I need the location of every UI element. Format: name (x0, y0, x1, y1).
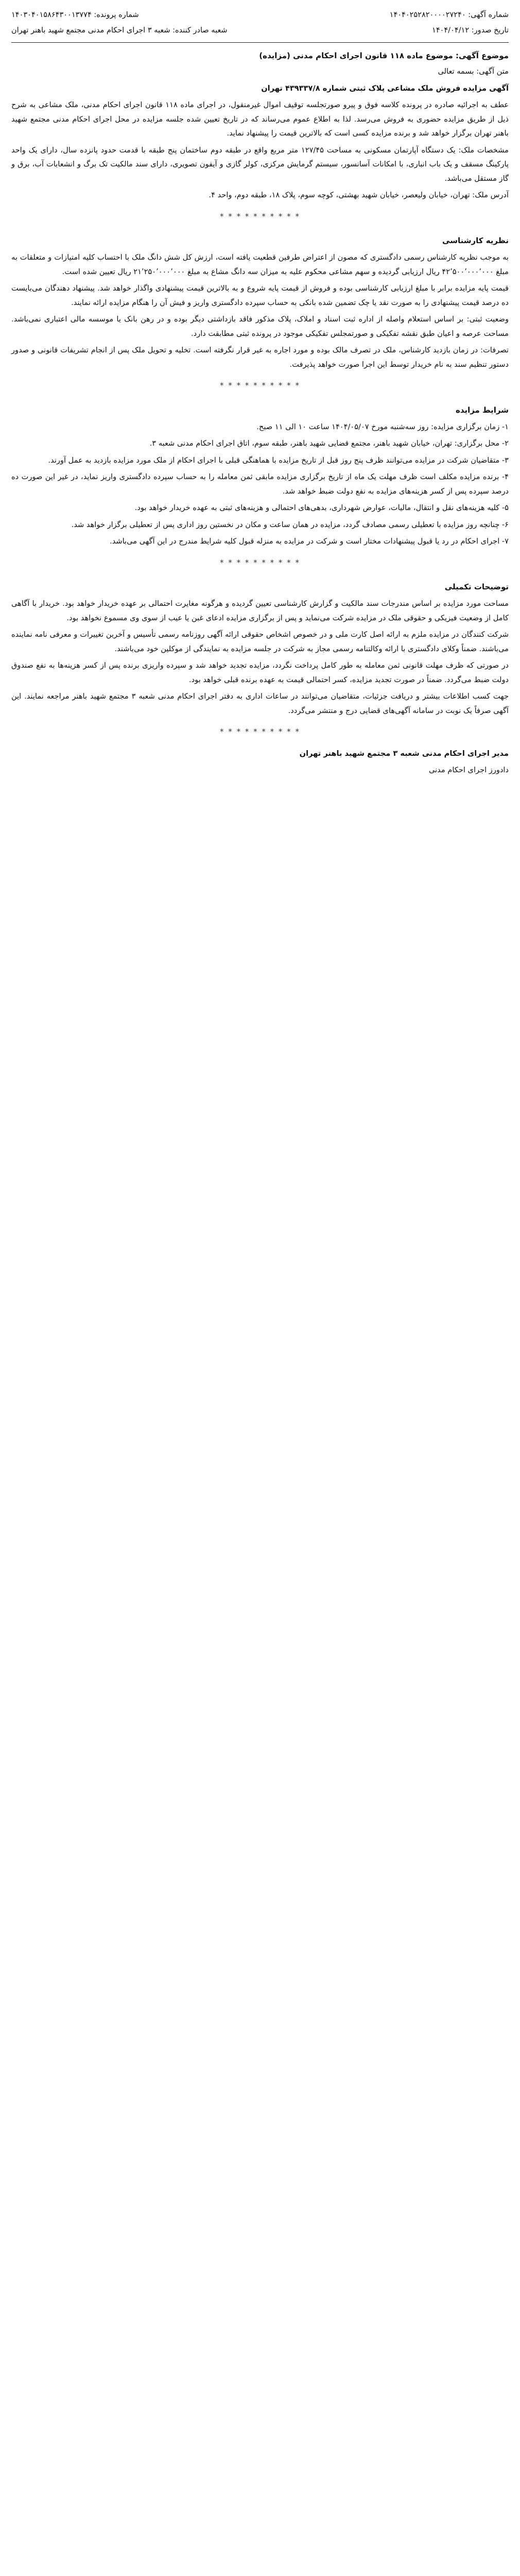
closing-role: دادورز اجرای احکام مدنی (428, 766, 509, 774)
section-expert (11, 233, 509, 371)
section-details (11, 579, 509, 718)
paragraph: شرکت کنندگان در مزایده ملزم به ارائه اصل کارت ملی و در خصوص اشخاص حقوقی ارائه آگهی روزنامه رسمی تأسیس و آخرین تغییرات و معرفی نامه نماینده می‌باشند. ضمناً وکلای دادگستری با ارائه وکالتنامه رسمی مجاز به شرکت در جلسه مزایده به نمایندگی از موکلین خود می‌باشند. (11, 630, 509, 653)
intro-title: آگهی مزایده فروش ملک مشاعی پلاک ثبتی شماره ۴۳۹۳۳۷/۸ تهران (261, 83, 509, 93)
paragraph: ۶- چنانچه روز مزایده با تعطیلی رسمی مصادف گردد، مزایده در همان ساعت و مکان در نخستین روز اداری پس از تعطیلی برگزار خواهد شد. (71, 520, 509, 529)
paragraph: وضعیت ثبتی: بر اساس استعلام واصله از اداره ثبت اسناد و املاک، پلاک مذکور فاقد بازداشتی دیگر بوده و در رهن بانک یا موسسه مالی اعتباری نمی‌باشد. مساحت عرصه و اعیان طبق نقشه تفکیکی و صورتمجلس تفکیکی موجود در پرونده ثبتی مطابقت دارد. (11, 315, 509, 338)
section-title: شرایط مزایده (455, 405, 509, 415)
section-separator: * * * * * * * * * * (220, 557, 300, 567)
paragraph: ۴- برنده مزایده مکلف است ظرف مهلت یک ماه از تاریخ برگزاری مزایده مابقی ثمن معامله را به حساب سپرده دادگستری واریز نماید، در غیر این صورت ده درصد سپرده پس از کسر هزینه‌های مزایده به نفع دولت ضبط خواهد شد. (11, 472, 509, 496)
section-separator: * * * * * * * * * * (220, 727, 300, 736)
paragraph: در صورتی که ظرف مهلت قانونی ثمن معامله به طور کامل پرداخت نگردد، مزایده تجدید خواهد شد و سپرده واریزی برنده پس از کسر هزینه‌ها به نفع صندوق دولت ضبط می‌گردد. ضمناً در صورت تجدید مزایده، کسر احتمالی قیمت به عهده برنده قبلی خواهد بود. (11, 661, 509, 684)
closing-signatory: مدیر اجرای احکام مدنی شعبه ۳ مجتمع شهید باهنر تهران (299, 749, 509, 758)
notice-subject: موضوع آگهی: موضوع ماده ۱۱۸ قانون اجرای احکام مدنی (مزایده) (259, 51, 509, 60)
paragraph: ۳- متقاضیان شرکت در مزایده می‌توانند ظرف پنج روز قبل از تاریخ مزایده با هماهنگی قبلی با اجرای احکام از ملک مورد مزایده بازدید به عمل آورند. (48, 455, 509, 465)
notice-header (11, 7, 509, 38)
paragraph: آدرس ملک: تهران، خیابان ولیعصر، خیابان شهید بهشتی، کوچه سوم، پلاک ۱۸، طبقه دوم، واحد ۴. (209, 191, 509, 199)
header-right (390, 7, 509, 38)
paragraph: ۵- کلیه هزینه‌های نقل و انتقال، مالیات، عوارض شهرداری، بدهی‌های احتمالی و هزینه‌های ثبتی به عهده خریدار خواهد بود. (134, 503, 509, 512)
paragraph: به موجب نظریه کارشناس رسمی دادگستری که مصون از اعتراض طرفین قطعیت یافته است، ارزش کل شش دانگ ملک با احتساب کلیه امتیازات و متعلقات به مبلغ ۴۲٬۵۰۰٬۰۰۰٬۰۰۰ ریال ارزیابی گردیده و سهم مشاعی محکوم علیه به میزان سه دانگ مشاع به مبلغ ۲۱٬۲۵۰٬۰۰۰٬۰۰۰ ریال تعیین شده است. (11, 253, 509, 276)
header-left (11, 7, 228, 38)
closing-block (11, 747, 509, 777)
paragraph: مشخصات ملک: یک دستگاه آپارتمان مسکونی به مساحت ۱۲۷/۴۵ متر مربع واقع در طبقه دوم ساختمان پنج طبقه با قدمت حدود پانزده سال، دارای یک واحد پارکینگ مسقف و یک باب انباری، با امکانات آسانسور، سیستم گرمایش مرکزی، کولر گازی و آیفون تصویری، دارای سند مالکیت تک برگ و انشعابات آب، برق و گاز مستقل می‌باشد. (11, 145, 509, 183)
paragraph: مساحت مورد مزایده بر اساس مندرجات سند مالکیت و گزارش کارشناسی تعیین گردیده و هرگونه مغایرت احتمالی بر عهده خریدار خواهد بود. خریدار با آگاهی کامل از وضعیت فیزیکی و حقوقی ملک در مزایده شرکت می‌نماید و پس از برگزاری مزایده ادعای غبن یا عیب از سوی وی مسموع نخواهد بود. (11, 599, 509, 622)
section-conditions (11, 402, 509, 549)
issuing-branch: شعبه صادر کننده: شعبه ۳ اجرای احکام مدنی مجتمع شهید باهنر تهران (11, 26, 228, 35)
section-title: توضیحات تکمیلی (444, 582, 509, 591)
section-separator: * * * * * * * * * * (220, 381, 300, 390)
paragraph: ۷- اجرای احکام در رد یا قبول پیشنهادات مختار است و شرکت در مزایده به منزله قبول کلیه شرایط مندرج در این آگهی می‌باشد. (110, 537, 509, 546)
paragraph: عطف به اجرائیه صادره در پرونده کلاسه فوق و پیرو صورتجلسه توقیف اموال غیرمنقول، در اجرای ماده ۱۱۸ قانون اجرای احکام مدنی، ملک مشاعی به شرح ذیل از طریق مزایده حضوری به فروش می‌رسد. لذا به اطلاع عموم می‌رساند که در تاریخ تعیین شده جلسه مزایده در محل اجرای احکام مدنی مجتمع شهید باهنر تهران برگزار خواهد شد و برنده مزایده کسی است که بالاترین قیمت را پیشنهاد نماید. (11, 100, 509, 138)
section-separator: * * * * * * * * * * (220, 211, 300, 221)
header-divider (11, 42, 509, 43)
issue-date: تاریخ صدور: ۱۴۰۴/۰۴/۱۲ (432, 26, 509, 35)
paragraph: تصرفات: در زمان بازدید کارشناس، ملک در تصرف مالک بوده و مورد اجاره به غیر قرار نگرفته است. تخلیه و تحویل ملک پس از انجام تشریفات قانونی و صدور دستور تنظیم سند به نام خریدار توسط این اجرا صورت خواهد پذیرفت. (11, 346, 509, 369)
case-number: شماره پرونده: ۱۴۰۳۰۴۰۱۵۸۶۴۳۰۰۱۳۷۷۴ (11, 11, 139, 19)
intro-line: متن آگهی: بسمه تعالی (438, 67, 509, 76)
paragraph: ۲- محل برگزاری: تهران، خیابان شهید باهنر، مجتمع قضایی شهید باهنر، طبقه سوم، اتاق اجرای احکام مدنی شعبه ۳. (149, 439, 509, 448)
paragraph: جهت کسب اطلاعات بیشتر و دریافت جزئیات، متقاضیان می‌توانند در ساعات اداری به دفتر اجرای احکام مدنی شعبه ۳ مجتمع شهید باهنر مراجعه نمایند. این آگهی صرفاً یک نوبت در سامانه آگهی‌های قضایی درج و منتشر می‌گردد. (11, 692, 509, 715)
section-title: نظریه کارشناسی (442, 236, 509, 245)
section-main (11, 98, 509, 202)
notice-number: شماره آگهی: ۱۴۰۴۰۲۵۲۸۲۰۰۰۰۲۷۲۴۰ (389, 11, 509, 19)
notice-body (11, 98, 509, 777)
notice-intro (11, 64, 509, 95)
paragraph: ۱- زمان برگزاری مزایده: روز سه‌شنبه مورخ ۱۴۰۴/۰۵/۰۷ ساعت ۱۰ الی ۱۱ صبح. (256, 422, 509, 431)
paragraph: قیمت پایه مزایده برابر با مبلغ ارزیابی کارشناسی بوده و فروش از قیمت پایه شروع و به بالاترین قیمت پیشنهادی واگذار خواهد شد. پیشنهاد دهندگان می‌بایست ده درصد قیمت پیشنهادی را به صورت نقد یا چک تضمین شده بانکی به حساب سپرده دادگستری واریز و فیش آن را هنگام مزایده ارائه نمایند. (11, 284, 509, 307)
